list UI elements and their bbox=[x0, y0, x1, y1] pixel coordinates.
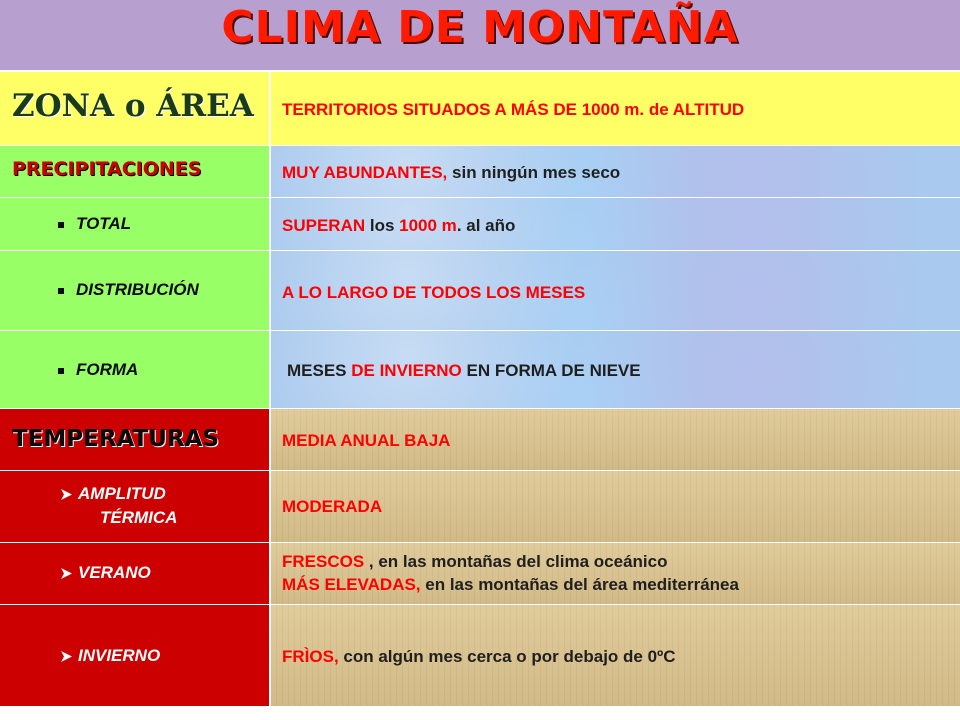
amplitud-label-1: AMPLITUD bbox=[78, 484, 166, 503]
row-temperaturas bbox=[0, 409, 960, 470]
forma-value-part3: EN FORMA DE NIEVE bbox=[461, 361, 641, 380]
total-value-part3: 1000 m bbox=[399, 216, 457, 235]
invierno-value-red: FRÌOS, bbox=[282, 647, 339, 666]
amplitud-value-cell bbox=[270, 471, 960, 542]
amplitud-value: MODERADA bbox=[282, 497, 383, 516]
temperaturas-value: MEDIA ANUAL BAJA bbox=[282, 431, 451, 450]
invierno-value bbox=[282, 647, 676, 667]
verano-line2-dark: en las montañas del área mediterránea bbox=[420, 575, 739, 594]
forma-value-part1: MESES bbox=[287, 361, 352, 380]
total-label: TOTAL bbox=[76, 214, 132, 233]
precip-value-red: MUY ABUNDANTES, bbox=[282, 163, 448, 182]
row-amplitud bbox=[0, 471, 960, 542]
total-value-part1: SUPERAN bbox=[282, 216, 366, 235]
zona-label: ZONA o ÁREA bbox=[12, 88, 254, 124]
verano-value-line2 bbox=[282, 575, 739, 595]
temperaturas-label: TEMPERATURAS bbox=[12, 426, 220, 452]
zona-value-cell bbox=[270, 72, 960, 145]
row-divider bbox=[0, 408, 960, 409]
zona-value: TERRITORIOS SITUADOS A MÁS DE 1000 m. de ALTITUD bbox=[282, 100, 745, 119]
precip-value bbox=[282, 163, 620, 183]
invierno-value-cell bbox=[270, 605, 960, 706]
square-bullet-icon bbox=[58, 368, 64, 374]
distribucion-label-cell bbox=[0, 251, 270, 330]
column-divider bbox=[269, 72, 271, 706]
verano-line2-red: MÁS ELEVADAS, bbox=[282, 575, 421, 594]
amplitud-label-cell bbox=[0, 471, 270, 542]
row-divider bbox=[0, 250, 960, 251]
row-zona bbox=[0, 72, 960, 145]
invierno-label-cell bbox=[0, 605, 270, 706]
row-divider bbox=[0, 470, 960, 471]
forma-label-cell bbox=[0, 331, 270, 408]
forma-value-part2: DE INVIERNO bbox=[351, 361, 462, 380]
row-distribucion bbox=[0, 251, 960, 330]
row-divider bbox=[0, 542, 960, 543]
arrow-bullet-icon bbox=[60, 488, 73, 501]
row-precipitaciones bbox=[0, 146, 960, 197]
arrow-bullet-icon bbox=[60, 650, 73, 663]
zona-label-cell bbox=[0, 72, 270, 145]
precip-value-cell bbox=[270, 146, 960, 197]
row-invierno bbox=[0, 605, 960, 706]
arrow-bullet-icon bbox=[60, 567, 73, 580]
amplitud-label-2: TÉRMICA bbox=[100, 508, 178, 527]
total-value-part4: . al año bbox=[456, 216, 516, 235]
forma-value bbox=[287, 361, 641, 381]
temperaturas-value-cell bbox=[270, 409, 960, 470]
temperaturas-label-cell bbox=[0, 409, 270, 470]
row-divider bbox=[0, 197, 960, 198]
verano-line1-dark: , en las montañas del clima oceánico bbox=[364, 552, 668, 571]
row-total bbox=[0, 198, 960, 250]
verano-label: VERANO bbox=[78, 563, 151, 582]
verano-value-cell bbox=[270, 543, 960, 604]
precip-label: PRECIPITACIONES bbox=[12, 158, 202, 180]
total-value bbox=[282, 216, 515, 236]
page-title: CLIMA DE MONTAÑA bbox=[221, 2, 739, 53]
distribucion-label: DISTRIBUCIÓN bbox=[76, 280, 199, 299]
precip-value-dark: sin ningún mes seco bbox=[447, 163, 621, 182]
row-forma bbox=[0, 331, 960, 408]
verano-value-line1 bbox=[282, 552, 667, 572]
verano-label-cell bbox=[0, 543, 270, 604]
total-label-cell bbox=[0, 198, 270, 250]
total-value-part2: los bbox=[365, 216, 400, 235]
total-value-cell bbox=[270, 198, 960, 250]
invierno-value-dark: con algún mes cerca o por debajo de 0ºC bbox=[338, 647, 676, 666]
precip-label-cell bbox=[0, 146, 270, 197]
invierno-label: INVIERNO bbox=[78, 646, 161, 665]
forma-value-cell bbox=[270, 331, 960, 408]
row-divider bbox=[0, 330, 960, 331]
forma-label: FORMA bbox=[76, 360, 139, 379]
verano-line1-red: FRESCOS bbox=[282, 552, 365, 571]
square-bullet-icon bbox=[58, 288, 64, 294]
row-divider bbox=[0, 145, 960, 146]
distribucion-value: A LO LARGO DE TODOS LOS MESES bbox=[282, 283, 586, 302]
row-verano bbox=[0, 543, 960, 604]
row-divider bbox=[0, 604, 960, 605]
square-bullet-icon bbox=[58, 222, 64, 228]
distribucion-value-cell bbox=[270, 251, 960, 330]
